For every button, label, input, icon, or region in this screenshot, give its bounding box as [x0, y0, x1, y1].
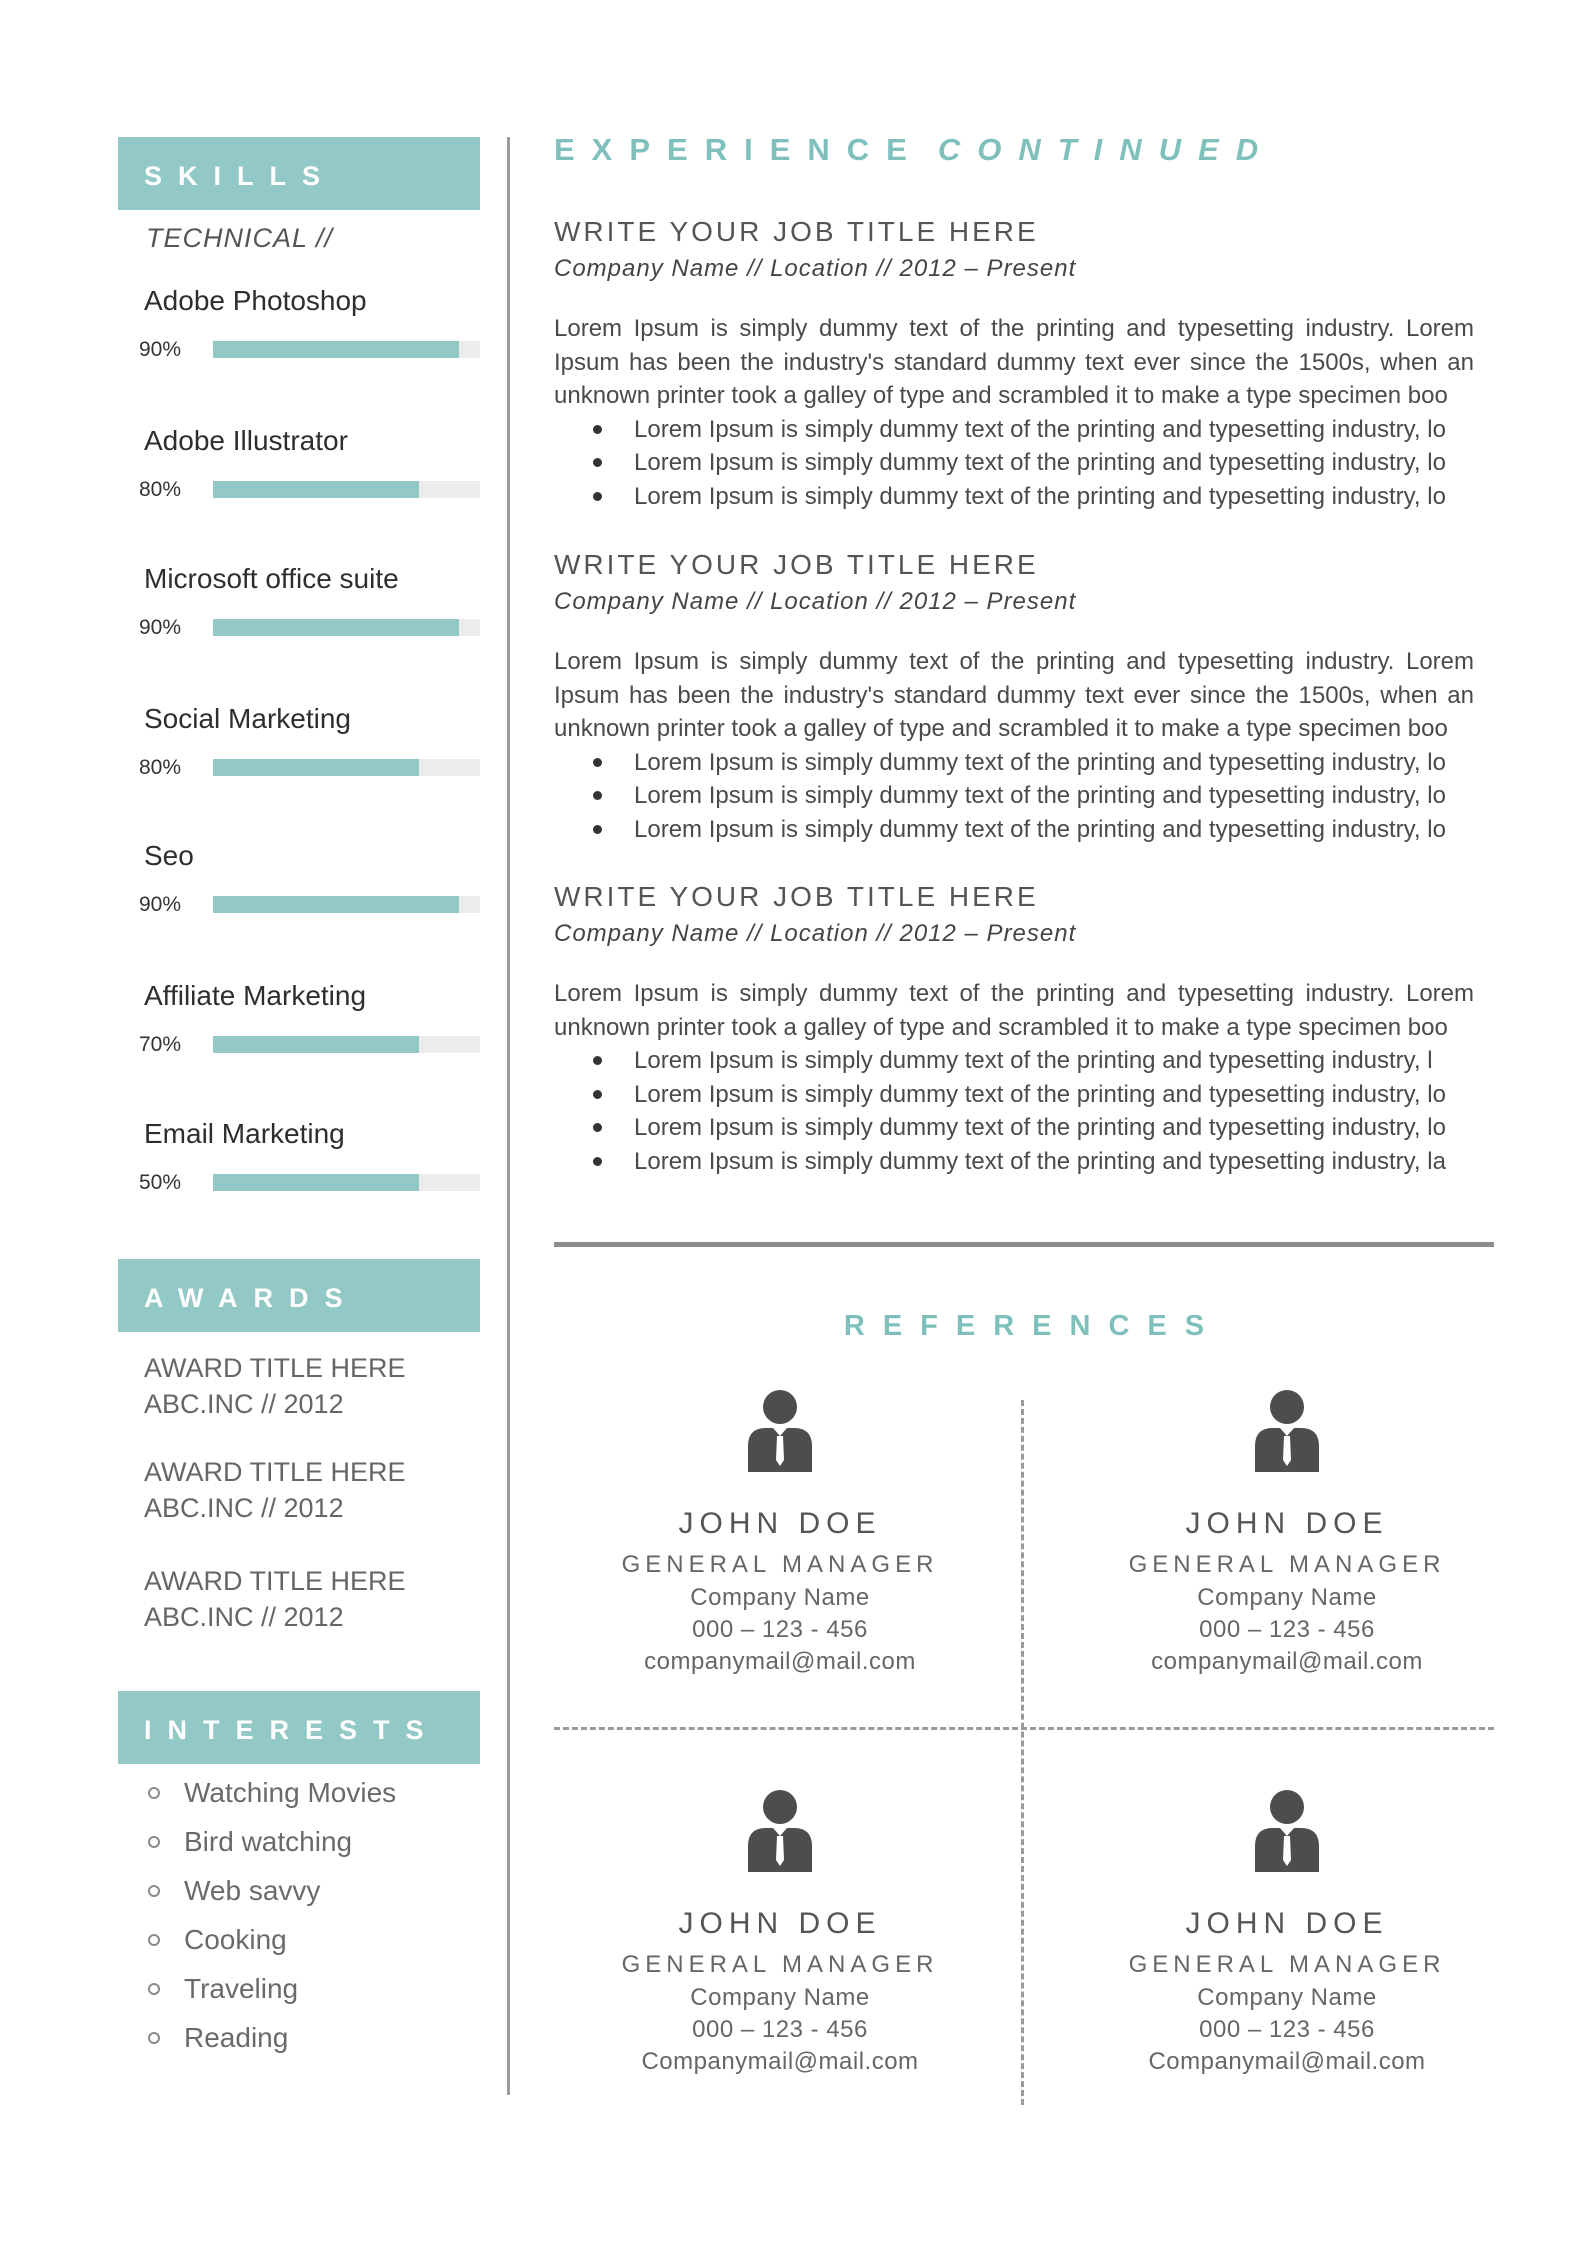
- interest-label: Cooking: [184, 1923, 287, 1955]
- skill-item: [118, 840, 480, 950]
- skill-bar-track: [213, 759, 480, 776]
- award-org: ABC.INC // 2012: [144, 1389, 344, 1419]
- technical-label: TECHNICAL //: [146, 223, 334, 253]
- job-bullet-text: Lorem Ipsum is simply dummy text of the printing and typesetting industry, lo: [634, 815, 1446, 843]
- skill-percent: 90%: [139, 616, 182, 639]
- job-bullet: [554, 1111, 1474, 1145]
- interest-label: Bird watching: [184, 1825, 353, 1857]
- interest-item: [144, 1866, 474, 1915]
- interest-item: [144, 2013, 474, 2062]
- skills-header: SKILLS: [118, 137, 480, 210]
- reference-role: GENERAL MANAGER: [621, 1551, 939, 1578]
- skill-bar-fill: [213, 481, 419, 498]
- skill-bar-track: [213, 619, 480, 636]
- bullet-dot-icon: [593, 825, 602, 834]
- job-bullets: [554, 1044, 1474, 1178]
- job-bullet-text: Lorem Ipsum is simply dummy text of the printing and typesetting industry, lo: [634, 748, 1446, 776]
- skill-percent: 90%: [139, 893, 182, 916]
- skill-name: Adobe Illustrator: [144, 425, 348, 456]
- skill-item: [118, 703, 480, 813]
- skill-item: [118, 980, 480, 1090]
- reference-company: Company Name: [690, 1584, 870, 1611]
- skill-name: Microsoft office suite: [144, 563, 399, 594]
- skill-percent: 80%: [139, 478, 182, 501]
- interest-item: [144, 1915, 474, 1964]
- reference-role: GENERAL MANAGER: [621, 1951, 939, 1978]
- section-divider: [554, 1242, 1494, 1247]
- job-company: Company Name // Location // 2012 – Present: [554, 255, 1077, 282]
- skill-bar-track: [213, 1174, 480, 1191]
- person-tie-icon: [748, 1390, 812, 1472]
- skill-name: Adobe Photoshop: [144, 285, 367, 316]
- skill-bar-track: [213, 1036, 480, 1053]
- bullet-dot-icon: [593, 791, 602, 800]
- job-bullet: [554, 779, 1474, 813]
- skill-name: Affiliate Marketing: [144, 980, 367, 1011]
- award-title: AWARD TITLE HERE: [144, 1353, 406, 1383]
- reference-name: JOHN DOE: [678, 1907, 882, 1940]
- skill-bar-track: [213, 481, 480, 498]
- job-entry: [554, 880, 1474, 1178]
- awards-header: AWARDS: [118, 1259, 480, 1332]
- award-item: [144, 1454, 474, 1526]
- reference-phone: 000 – 123 - 456: [1199, 1616, 1375, 1643]
- bullet-dot-icon: [593, 425, 602, 434]
- bullet-dot-icon: [593, 1056, 602, 1065]
- job-bullet: [554, 1145, 1474, 1179]
- job-bullet-text: Lorem Ipsum is simply dummy text of the printing and typesetting industry, l: [634, 1047, 1433, 1074]
- interest-label: Reading: [184, 2021, 289, 2053]
- job-bullet-text: Lorem Ipsum is simply dummy text of the printing and typesetting industry, lo: [634, 1114, 1446, 1141]
- circle-bullet-icon: [148, 2032, 160, 2044]
- interest-label: Web savvy: [184, 1874, 321, 1906]
- job-bullet-text: Lorem Ipsum is simply dummy text of the printing and typesetting industry, lo: [634, 449, 1446, 476]
- award-item: [144, 1350, 474, 1422]
- job-bullet: [554, 1044, 1474, 1078]
- skill-bar-track: [213, 341, 480, 358]
- reference-card: [1077, 1790, 1497, 2078]
- skill-percent: 90%: [139, 338, 182, 361]
- bullet-dot-icon: [593, 1090, 602, 1099]
- person-tie-icon: [1255, 1390, 1319, 1472]
- award-org: ABC.INC // 2012: [144, 1493, 344, 1523]
- circle-bullet-icon: [148, 1787, 160, 1799]
- job-bullet: [554, 480, 1474, 514]
- interests-header: INTERESTS: [118, 1691, 480, 1764]
- bullet-dot-icon: [593, 1157, 602, 1166]
- reference-company: Company Name: [1197, 1584, 1377, 1611]
- job-bullet-text: Lorem Ipsum is simply dummy text of the printing and typesetting industry, lo: [634, 415, 1446, 443]
- skill-bar-fill: [213, 896, 459, 913]
- skill-bar-track: [213, 896, 480, 913]
- experience-title: [554, 132, 1275, 168]
- award-title: AWARD TITLE HERE: [144, 1457, 406, 1487]
- job-title: WRITE YOUR JOB TITLE HERE: [554, 216, 1039, 247]
- job-bullets: [554, 746, 1474, 847]
- reference-name: JOHN DOE: [1185, 1507, 1389, 1540]
- interest-item: [144, 1964, 474, 2013]
- job-bullet-text: Lorem Ipsum is simply dummy text of the printing and typesetting industry, lo: [634, 1080, 1446, 1108]
- skill-percent: 50%: [139, 1171, 182, 1194]
- job-bullet-text: Lorem Ipsum is simply dummy text of the printing and typesetting industry, lo: [634, 482, 1446, 510]
- reference-email: companymail@mail.com: [1151, 1648, 1423, 1675]
- interest-label: Traveling: [184, 1972, 299, 2004]
- skill-item: [118, 285, 480, 395]
- job-entry: [554, 548, 1474, 846]
- reference-role: GENERAL MANAGER: [1128, 1551, 1446, 1578]
- references-horizontal-divider: [554, 1727, 1494, 1730]
- job-bullet: [554, 813, 1474, 847]
- interests-list: [144, 1768, 474, 2062]
- reference-email: companymail@mail.com: [644, 1648, 916, 1675]
- circle-bullet-icon: [148, 1885, 160, 1897]
- reference-phone: 000 – 123 - 456: [692, 1616, 868, 1643]
- reference-email: Companymail@mail.com: [1148, 2048, 1426, 2075]
- job-company: Company Name // Location // 2012 – Present: [554, 588, 1077, 615]
- award-org: ABC.INC // 2012: [144, 1602, 344, 1632]
- skill-bar-fill: [213, 1036, 419, 1053]
- bullet-dot-icon: [593, 492, 602, 501]
- reference-phone: 000 – 123 - 456: [692, 2016, 868, 2043]
- circle-bullet-icon: [148, 1836, 160, 1848]
- skill-bar-fill: [213, 341, 459, 358]
- bullet-dot-icon: [593, 758, 602, 767]
- job-description: Lorem Ipsum is simply dummy text of the printing and typesetting industry. Lorem Ipsum has been the industry's standard dummy text ever since the 1500s, when an unknown printer took a galley of type and scrambled it to make a type specimen boo: [554, 648, 1474, 742]
- references-vertical-divider: [1021, 1400, 1024, 2105]
- reference-card: [1077, 1390, 1497, 1678]
- person-tie-icon: [1255, 1790, 1319, 1872]
- interest-item: [144, 1817, 474, 1866]
- skill-item: [118, 563, 480, 673]
- job-bullet: [554, 1078, 1474, 1112]
- experience-title-main: EXPERIENCE: [554, 132, 924, 167]
- reference-company: Company Name: [1197, 1984, 1377, 2011]
- skill-item: [118, 1118, 480, 1228]
- job-title: WRITE YOUR JOB TITLE HERE: [554, 881, 1039, 912]
- skill-name: Email Marketing: [144, 1118, 345, 1149]
- reference-card: [570, 1390, 990, 1678]
- skill-bar-fill: [213, 1174, 419, 1191]
- circle-bullet-icon: [148, 1983, 160, 1995]
- references-header: REFERENCES: [843, 1310, 1223, 1342]
- job-description: Lorem Ipsum is simply dummy text of the printing and typesetting industry. Lorem unknown printer took a galley of type and scrambled it to make a type specimen boo: [554, 980, 1474, 1041]
- reference-role: GENERAL MANAGER: [1128, 1951, 1446, 1978]
- award-title: AWARD TITLE HERE: [144, 1566, 406, 1596]
- interest-item: [144, 1768, 474, 1817]
- job-entry: [554, 215, 1474, 513]
- job-company: Company Name // Location // 2012 – Present: [554, 920, 1077, 947]
- job-bullet-text: Lorem Ipsum is simply dummy text of the printing and typesetting industry, lo: [634, 782, 1446, 809]
- award-item: [144, 1563, 474, 1635]
- job-description: Lorem Ipsum is simply dummy text of the printing and typesetting industry. Lorem Ipsum has been the industry's standard dummy text ever since the 1500s, when an unknown printer took a galley of type and scrambled it to make a type specimen boo: [554, 315, 1474, 409]
- reference-phone: 000 – 123 - 456: [1199, 2016, 1375, 2043]
- skill-name: Social Marketing: [144, 703, 351, 734]
- job-bullet: [554, 446, 1474, 480]
- circle-bullet-icon: [148, 1934, 160, 1946]
- interest-label: Watching Movies: [184, 1776, 397, 1808]
- reference-company: Company Name: [690, 1984, 870, 2011]
- skill-item: [118, 425, 480, 535]
- job-bullets: [554, 413, 1474, 514]
- job-bullet: [554, 413, 1474, 447]
- experience-title-continued: CONTINUED: [937, 132, 1276, 167]
- skill-name: Seo: [144, 840, 194, 871]
- person-tie-icon: [748, 1790, 812, 1872]
- column-divider: [507, 137, 510, 2095]
- skill-percent: 70%: [139, 1033, 182, 1056]
- bullet-dot-icon: [593, 1123, 602, 1132]
- skill-percent: 80%: [139, 756, 182, 779]
- reference-card: [570, 1790, 990, 2078]
- skill-bar-fill: [213, 619, 459, 636]
- reference-name: JOHN DOE: [678, 1507, 882, 1540]
- job-bullet: [554, 746, 1474, 780]
- reference-name: JOHN DOE: [1185, 1907, 1389, 1940]
- reference-email: Companymail@mail.com: [641, 2048, 919, 2075]
- job-bullet-text: Lorem Ipsum is simply dummy text of the printing and typesetting industry, la: [634, 1147, 1446, 1175]
- job-title: WRITE YOUR JOB TITLE HERE: [554, 549, 1039, 580]
- skill-bar-fill: [213, 759, 419, 776]
- bullet-dot-icon: [593, 458, 602, 467]
